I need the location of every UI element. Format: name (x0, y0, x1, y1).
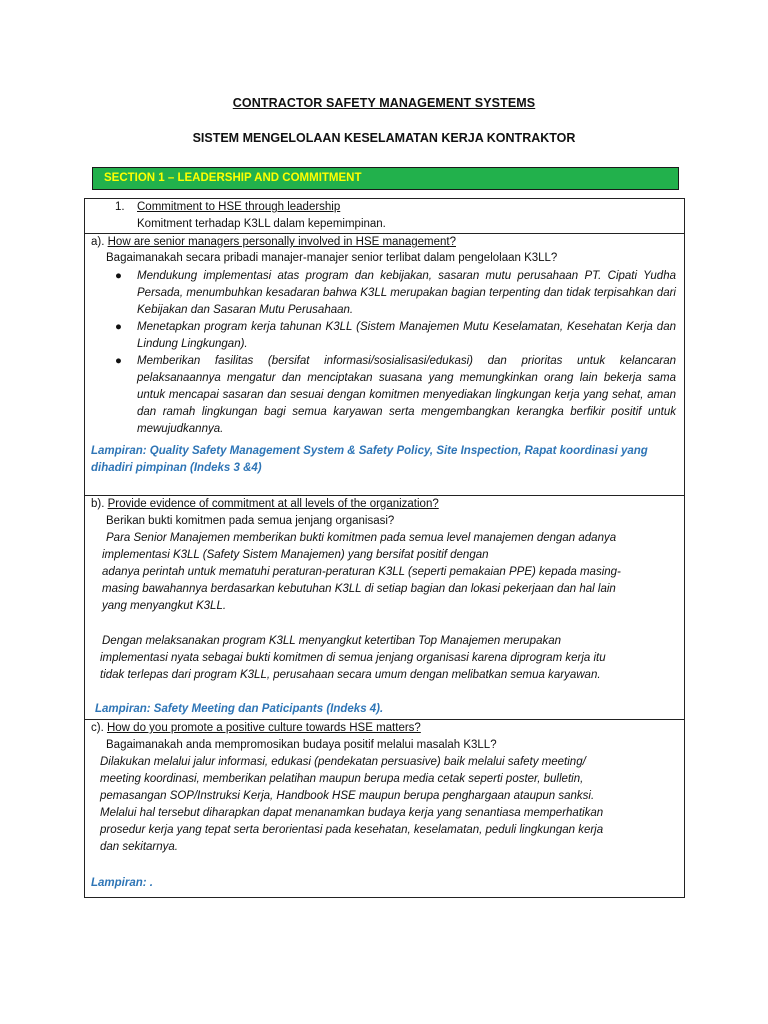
question-b-en: Provide evidence of commitment at all levels of the organization? (107, 498, 439, 510)
answer-b-line: Para Senior Manajemen memberikan bukti komitmen pada semua level manajemen dengan adanya (106, 532, 617, 544)
question-a (91, 234, 456, 251)
bullet-icon: ● (115, 355, 122, 367)
list-item (115, 319, 676, 353)
answer-b-line: adanya perintah untuk mematuhi peraturan-peraturan K3LL (seperti pemakaian PPE) kepada masing- (102, 566, 621, 578)
answer-c-line: prosedur kerja yang tepat serta berorientasi pada kesehatan, keselamatan, peduli lingkungan kerja (100, 824, 604, 836)
question-b (91, 496, 439, 513)
question-a-row (85, 234, 684, 496)
question-b-prefix: b). (91, 498, 105, 510)
document-subtitle: SISTEM MENGELOLAAN KESELAMATAN KERJA KONTRAKTOR (192, 131, 576, 145)
question-b-row (85, 496, 684, 720)
answer-c-attachment: Lampiran: . (91, 877, 153, 889)
answer-c-line: Dilakukan melalui jalur informasi, edukasi (pendekatan persuasive) baik melalui safety meeting/ (100, 756, 586, 768)
list-item (115, 268, 676, 319)
bullet-icon: ● (115, 270, 122, 282)
answer-c-line: Melalui hal tersebut diharapkan dapat menanamkan budaya kerja yang senantiasa memperhatikan (100, 807, 604, 819)
question-a-id: Bagaimanakah secara pribadi manajer-manajer senior terlibat dalam pengelolaan K3LL? (106, 252, 558, 264)
answer-b-line: masing bawahannya berdasarkan kebutuhan K3LL di setiap bagian dan lokasi pekerjaan dan hal lain (102, 583, 616, 595)
item-heading-row (85, 199, 684, 234)
bullet-text: Menetapkan program kerja tahunan K3LL (Sistem Manajemen Mutu Keselamatan, Kesehatan Kerja dan Lindung Lingkungan). (137, 321, 676, 350)
questionnaire-table (84, 198, 685, 898)
question-c-prefix: c). (91, 722, 104, 734)
answer-a-bullets (115, 268, 676, 438)
list-item (115, 353, 676, 438)
item-title-id: Komitment terhadap K3LL dalam kepemimpinan. (137, 218, 386, 230)
question-a-en: How are senior managers personally involved in HSE management? (107, 236, 456, 248)
answer-b-line: tidak terlepas dari program K3LL, perusahaan secara umum dengan melibatkan semua karyawan. (100, 669, 601, 681)
bullet-icon: ● (115, 321, 122, 333)
question-a-prefix: a). (91, 236, 105, 248)
answer-c-line: pemasangan SOP/Instruksi Kerja, Handbook HSE maupun berupa penghargaan ataupun sanksi. (100, 790, 595, 802)
bullet-text: Memberikan fasilitas (bersifat informasi/sosialisasi/edukasi) dan prioritas untuk kelancaran pelaksanaannya mengatur dan menciptakan suasana yang memungkinkan orang lain bekerja sama untuk mencapai sasaran dan sesuai dengan komitmen menyediakan lingkungan kerja yang sehat, aman dan ramah lingkungan bagi semua karyawan serta mengembangkan kerangka berfikir positif untuk mewujudkannya. (137, 355, 676, 435)
answer-b-line: implementasi K3LL (Safety Sistem Manajemen) yang bersifat positif dengan (102, 549, 489, 561)
answer-b-line: Dengan melaksanakan program K3LL menyangkut ketertiban Top Manajemen merupakan (102, 635, 562, 647)
question-c-id: Bagaimanakah anda mempromosikan budaya positif melalui masalah K3LL? (106, 739, 497, 751)
item-title-en: Commitment to HSE through leadership (137, 201, 341, 213)
answer-c-line: meeting koordinasi, memberikan pelatihan maupun berupa media cetak seperti poster, bulletin, (100, 773, 584, 785)
question-c (91, 720, 421, 737)
question-b-id: Berikan bukti komitmen pada semua jenjang organisasi? (106, 515, 395, 527)
item-number: 1. (115, 201, 125, 213)
question-c-en: How do you promote a positive culture towards HSE matters? (106, 722, 421, 734)
answer-b-attachment: Lampiran: Safety Meeting dan Paticipants (Indeks 4). (95, 703, 384, 715)
answer-b-line: yang menyangkut K3LL. (102, 600, 227, 612)
answer-b-line: implementasi nyata sebagai bukti komitmen di semua jenjang organisasi karena diprogram kerja itu (100, 652, 606, 664)
answer-a-attachment: Lampiran: Quality Safety Management System & Safety Policy, Site Inspection, Rapat koordinasi yang dihadiri pimpinan (Indeks 3 &4) (91, 445, 648, 474)
answer-c-line: dan sekitarnya. (100, 841, 178, 853)
document-title: CONTRACTOR SAFETY MANAGEMENT SYSTEMS (232, 96, 536, 110)
section-header: SECTION 1 – LEADERSHIP AND COMMITMENT (92, 167, 679, 190)
bullet-text: Mendukung implementasi atas program dan kebijakan, sasaran mutu perusahaan PT. Cipati Yudha Persada, menumbuhkan kesadaran bahwa K3LL merupakan bagian terpenting dan tidak terpisahkan dari Kebijakan dan Sasaran Mutu Perusahaan. (137, 270, 676, 316)
question-c-row (85, 720, 684, 899)
